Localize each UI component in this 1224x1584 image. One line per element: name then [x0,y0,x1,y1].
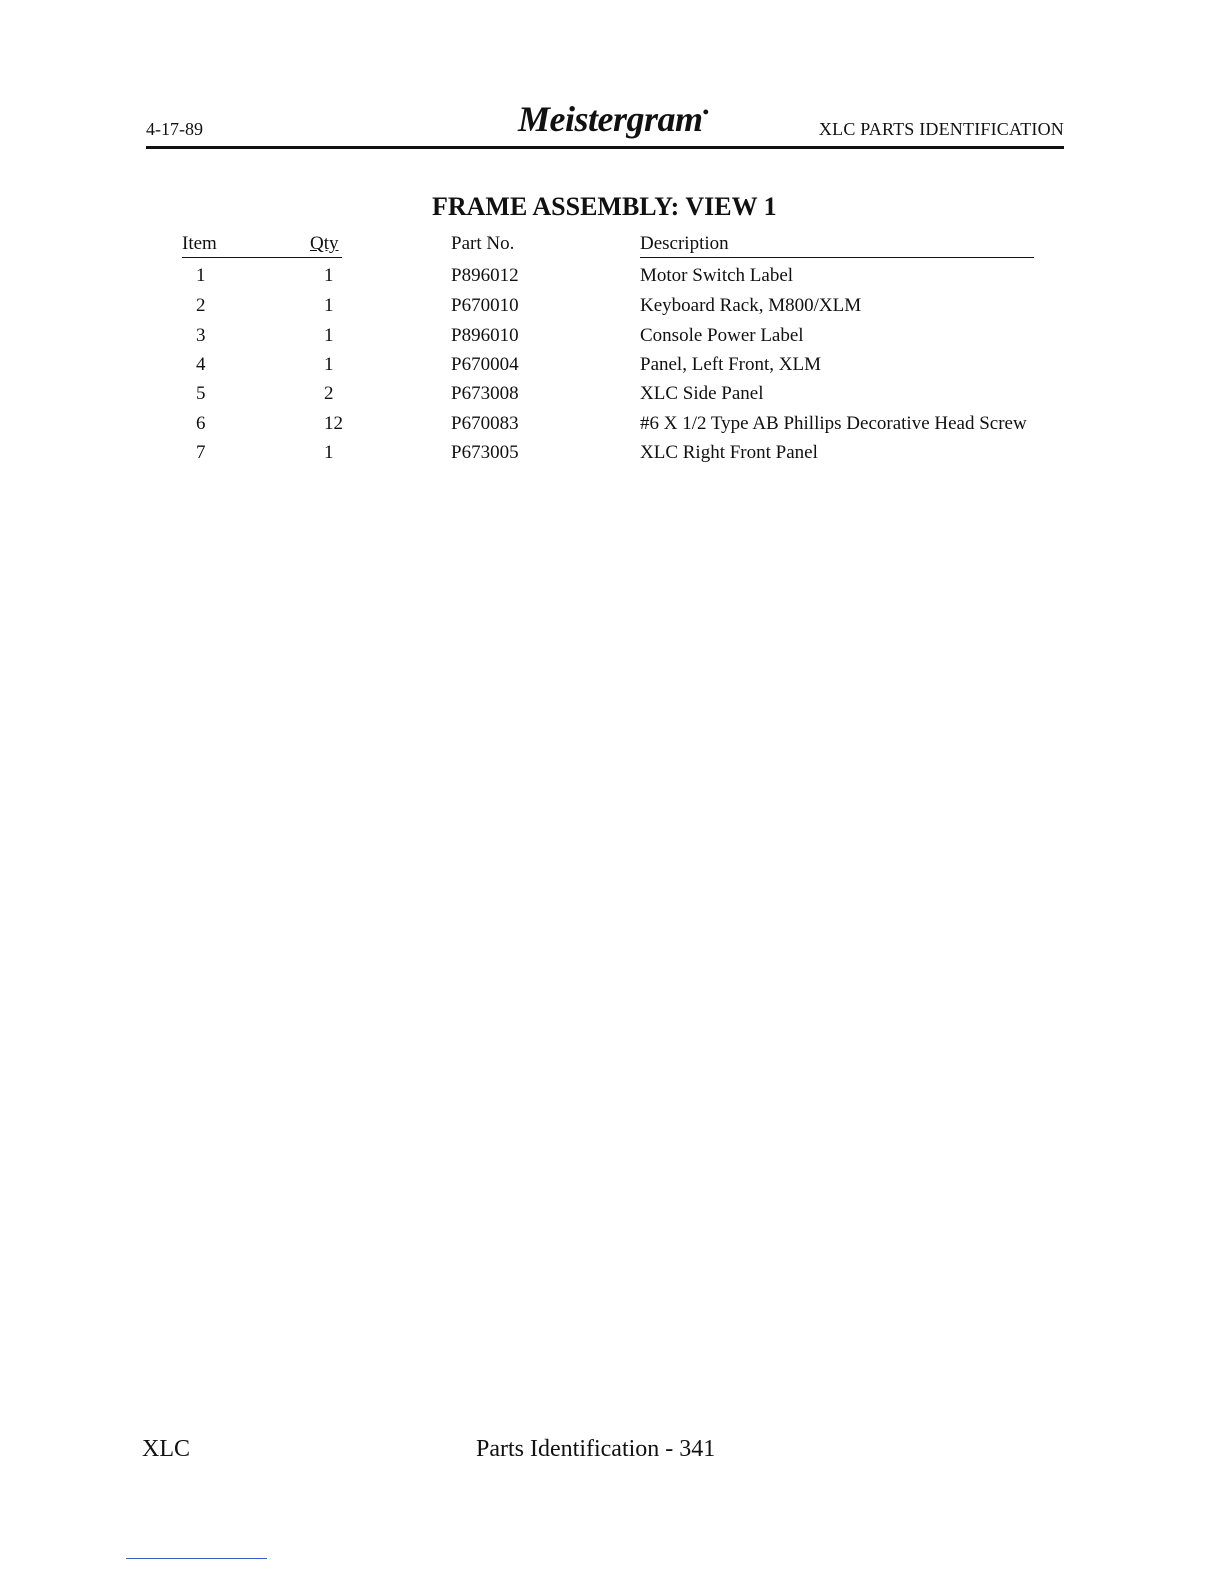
cell-description: #6 X 1/2 Type AB Phillips Decorative Head Screw [640,413,1027,434]
cell-item: 2 [196,295,206,316]
cell-description: XLC Right Front Panel [640,442,818,463]
brand-logo [518,98,708,140]
footer-page-label: Parts Identification - 341 [476,1436,716,1462]
cell-description: Motor Switch Label [640,265,794,286]
page-header [146,96,1064,149]
table-row [0,295,1224,325]
header-underline-left [182,257,342,258]
cell-item: 5 [196,383,206,404]
footer-model: XLC [142,1436,190,1462]
cell-qty: 12 [324,413,343,434]
cell-part-no: P673008 [451,383,519,404]
cell-part-no: P670010 [451,295,519,316]
page-title: FRAME ASSEMBLY: VIEW 1 [432,192,777,221]
cell-qty: 1 [324,354,334,375]
cell-part-no: P896012 [451,265,519,286]
cell-qty: 1 [324,325,334,346]
cell-qty: 1 [324,265,334,286]
table-row [0,325,1224,355]
table-row [0,354,1224,384]
cell-description: XLC Side Panel [640,383,764,404]
cell-item: 1 [196,265,206,286]
brand-logo-text: Meistergram [518,99,703,139]
cell-description: Keyboard Rack, M800/XLM [640,295,862,316]
cell-item: 4 [196,354,206,375]
header-section-title: XLC PARTS IDENTIFICATION [818,119,1064,139]
column-header-description: Description [640,233,729,254]
table-row [0,265,1224,295]
column-header-item: Item [182,233,217,254]
table-row [0,442,1224,472]
cell-description: Console Power Label [640,325,804,346]
table-row [0,383,1224,413]
cell-item: 6 [196,413,206,434]
brand-logo-mark: • [702,102,709,122]
cell-part-no: P673005 [451,442,519,463]
cell-qty: 1 [324,295,334,316]
cell-qty: 2 [324,383,334,404]
header-underline-right [640,257,1034,258]
column-header-qty: Qty [310,233,339,254]
header-date: 4-17-89 [146,119,203,139]
cell-description: Panel, Left Front, XLM [640,354,822,375]
cell-part-no: P896010 [451,325,519,346]
column-header-part-no: Part No. [451,233,515,254]
cell-part-no: P670004 [451,354,519,375]
footer-rule [126,1558,267,1559]
table-row [0,413,1224,443]
cell-part-no: P670083 [451,413,519,434]
cell-qty: 1 [324,442,334,463]
cell-item: 7 [196,442,206,463]
cell-item: 3 [196,325,206,346]
